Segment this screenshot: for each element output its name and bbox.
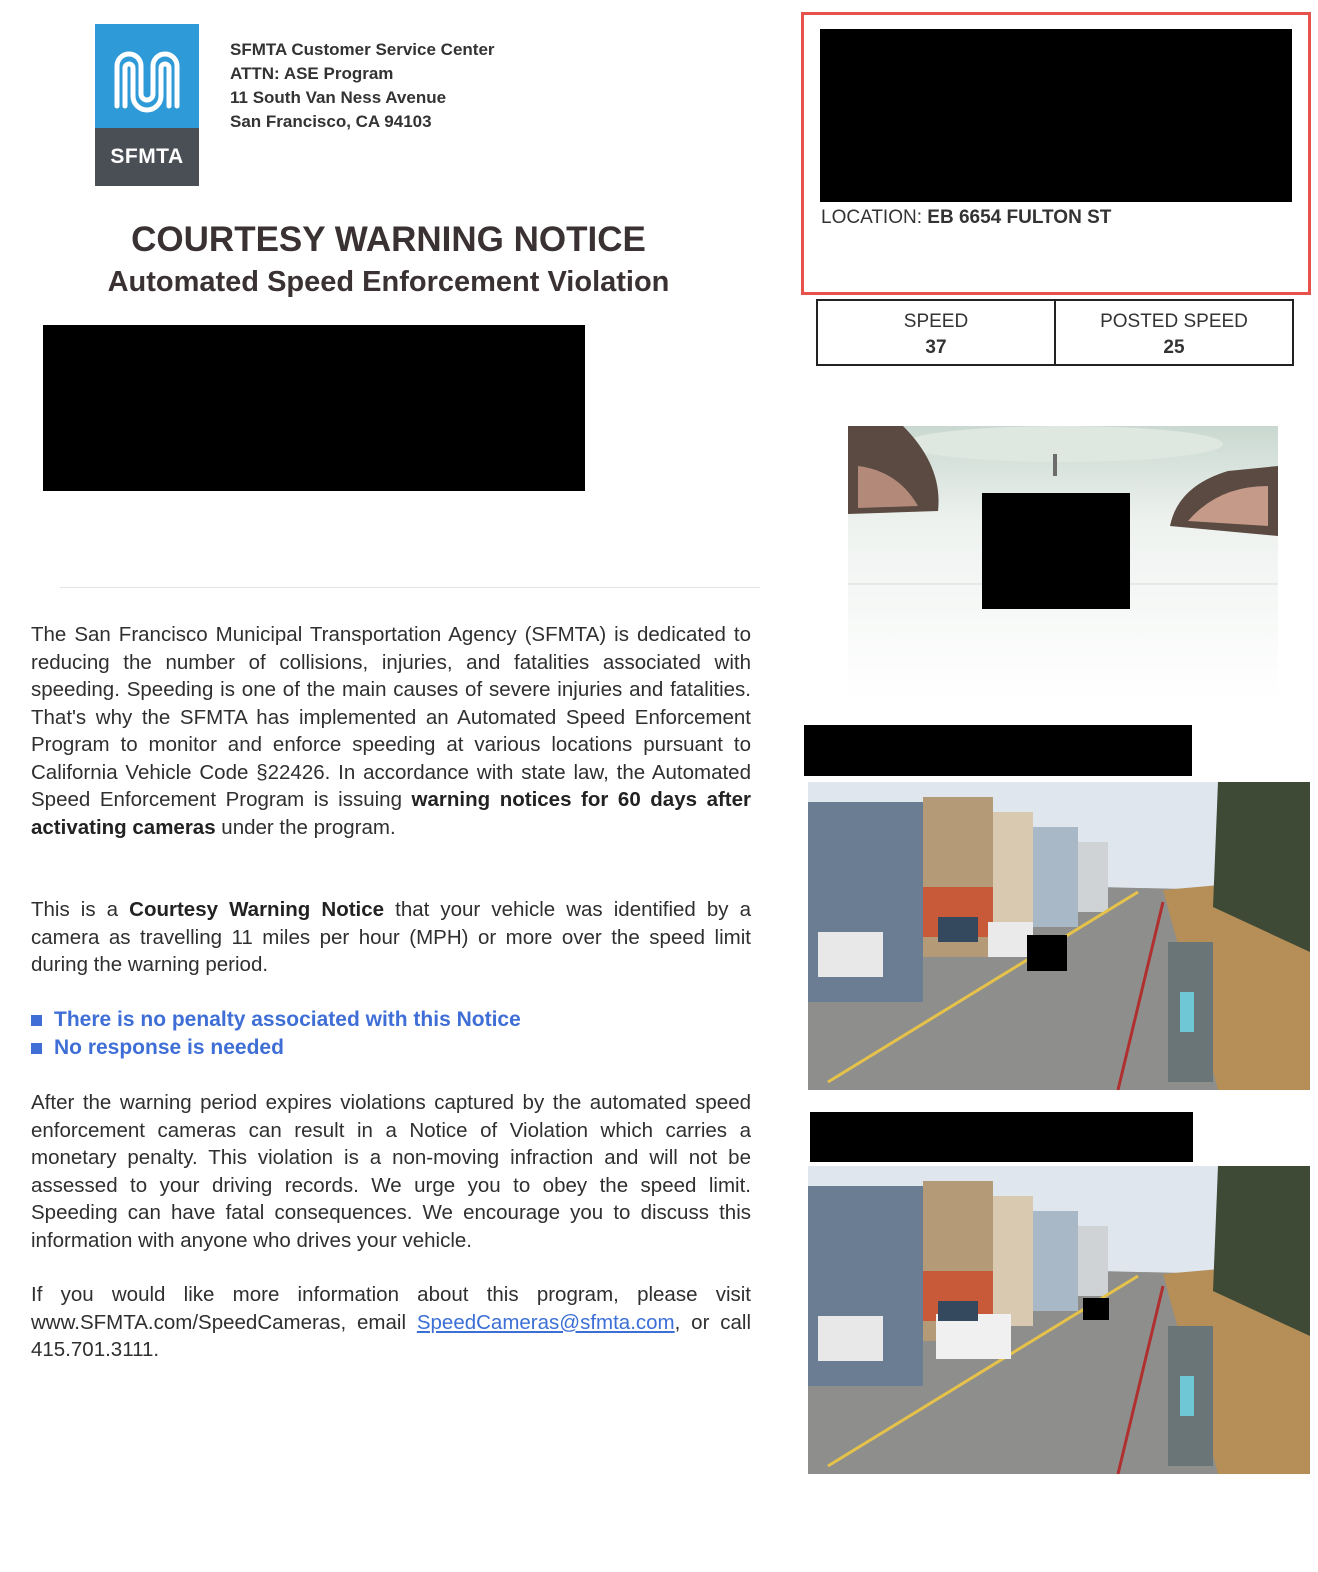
intro-text-end: under the program. [215,815,396,839]
speed-label: SPEED [903,311,969,332]
penalty-paragraph: After the warning period expires violations captured by the automated speed enforcement cameras can result in a Notice of Violation which carries a monetary penalty. This violation is a non-moving infraction and will not be assessed to your driving records. We urge you to obey the speed limit. Speeding can have fatal consequences. We encourage you to discuss this information with anyone who drives your vehicle. [31,1091,751,1252]
sfmta-logo-text: SFMTA [95,128,199,186]
intro-text: The San Francisco Municipal Transportation Agency (SFMTA) is dedicated to reducing the number of collisions, injuries, and fatalities associated with speeding. Speeding is one of the main causes of severe injuries and fatalities. That's why the SFMTA has implemented an Automated Speed Enforcement Program to monitor and enforce speeding at various locations pursuant to California Vehicle Code §22426. In accordance with state law, the Automated Speed Enforcement Program is issuing [31,623,751,811]
posted-speed-label: POSTED SPEED [1100,311,1248,332]
intro-paragraph [31,621,751,841]
redacted-recipient-block [43,325,585,491]
contact-text: If you would like more information about this program, please visit www.SFMTA.com/SpeedCameras, email [31,1283,751,1334]
location-value: EB 6654 FULTON ST [927,207,1112,228]
redacted-vehicle [1083,1298,1109,1320]
redacted-photo-caption [810,1112,1193,1162]
plate-closeup-image [848,426,1278,701]
redacted-vehicle [1027,935,1067,971]
street-photo-2 [808,1166,1310,1474]
street-scene-2 [808,1166,1310,1474]
posted-speed-value: 25 [1163,337,1185,358]
location-label: LOCATION: [821,207,922,228]
email-link[interactable]: SpeedCameras@sfmta.com [416,1310,675,1334]
sender-line: ATTN: ASE Program [230,64,394,83]
warning-paragraph [31,896,751,979]
warning-emphasis: Courtesy Warning Notice [129,898,385,921]
intro-emphasis: warning notices for 60 days after activating cameras [31,788,752,839]
speed-table [816,299,1294,366]
sender-line: SFMTA Customer Service Center [230,40,495,59]
notice-title: COURTESY WARNING NOTICE [131,220,646,259]
redacted-plate [982,493,1130,609]
warning-text: This is a [31,898,130,921]
sender-address [230,38,495,134]
sfmta-m-icon [95,24,199,128]
speed-cell [818,301,1054,364]
sfmta-logo-mark [95,24,199,128]
bullet-item [31,1034,521,1062]
notice-subtitle: Automated Speed Enforcement Violation [107,266,670,298]
bullet-text: No response is needed [54,1036,284,1059]
contact-text-end: , or call 415.701.3111. [31,1310,751,1361]
bullet-square-icon [31,1015,42,1026]
sender-line: San Francisco, CA 94103 [230,112,432,131]
divider-line [60,587,760,588]
warning-text-end: that your vehicle was identified by a camera as travelling 11 miles per hour (MPH) or more over the speed limit during the warning period. [31,898,751,976]
bullet-text: There is no penalty associated with this Notice [54,1008,521,1031]
sfmta-logo [95,24,199,186]
bullet-square-icon [31,1043,42,1054]
redacted-header-block [820,29,1292,202]
speed-value: 37 [925,337,947,358]
bullet-item [31,1006,521,1034]
location-line [821,207,1111,229]
redacted-photo-caption [804,725,1192,776]
bullet-list [31,1006,521,1062]
street-photo-1 [808,782,1310,1090]
posted-speed-cell [1054,301,1292,364]
contact-paragraph [31,1281,751,1364]
sender-line: 11 South Van Ness Avenue [230,88,447,107]
